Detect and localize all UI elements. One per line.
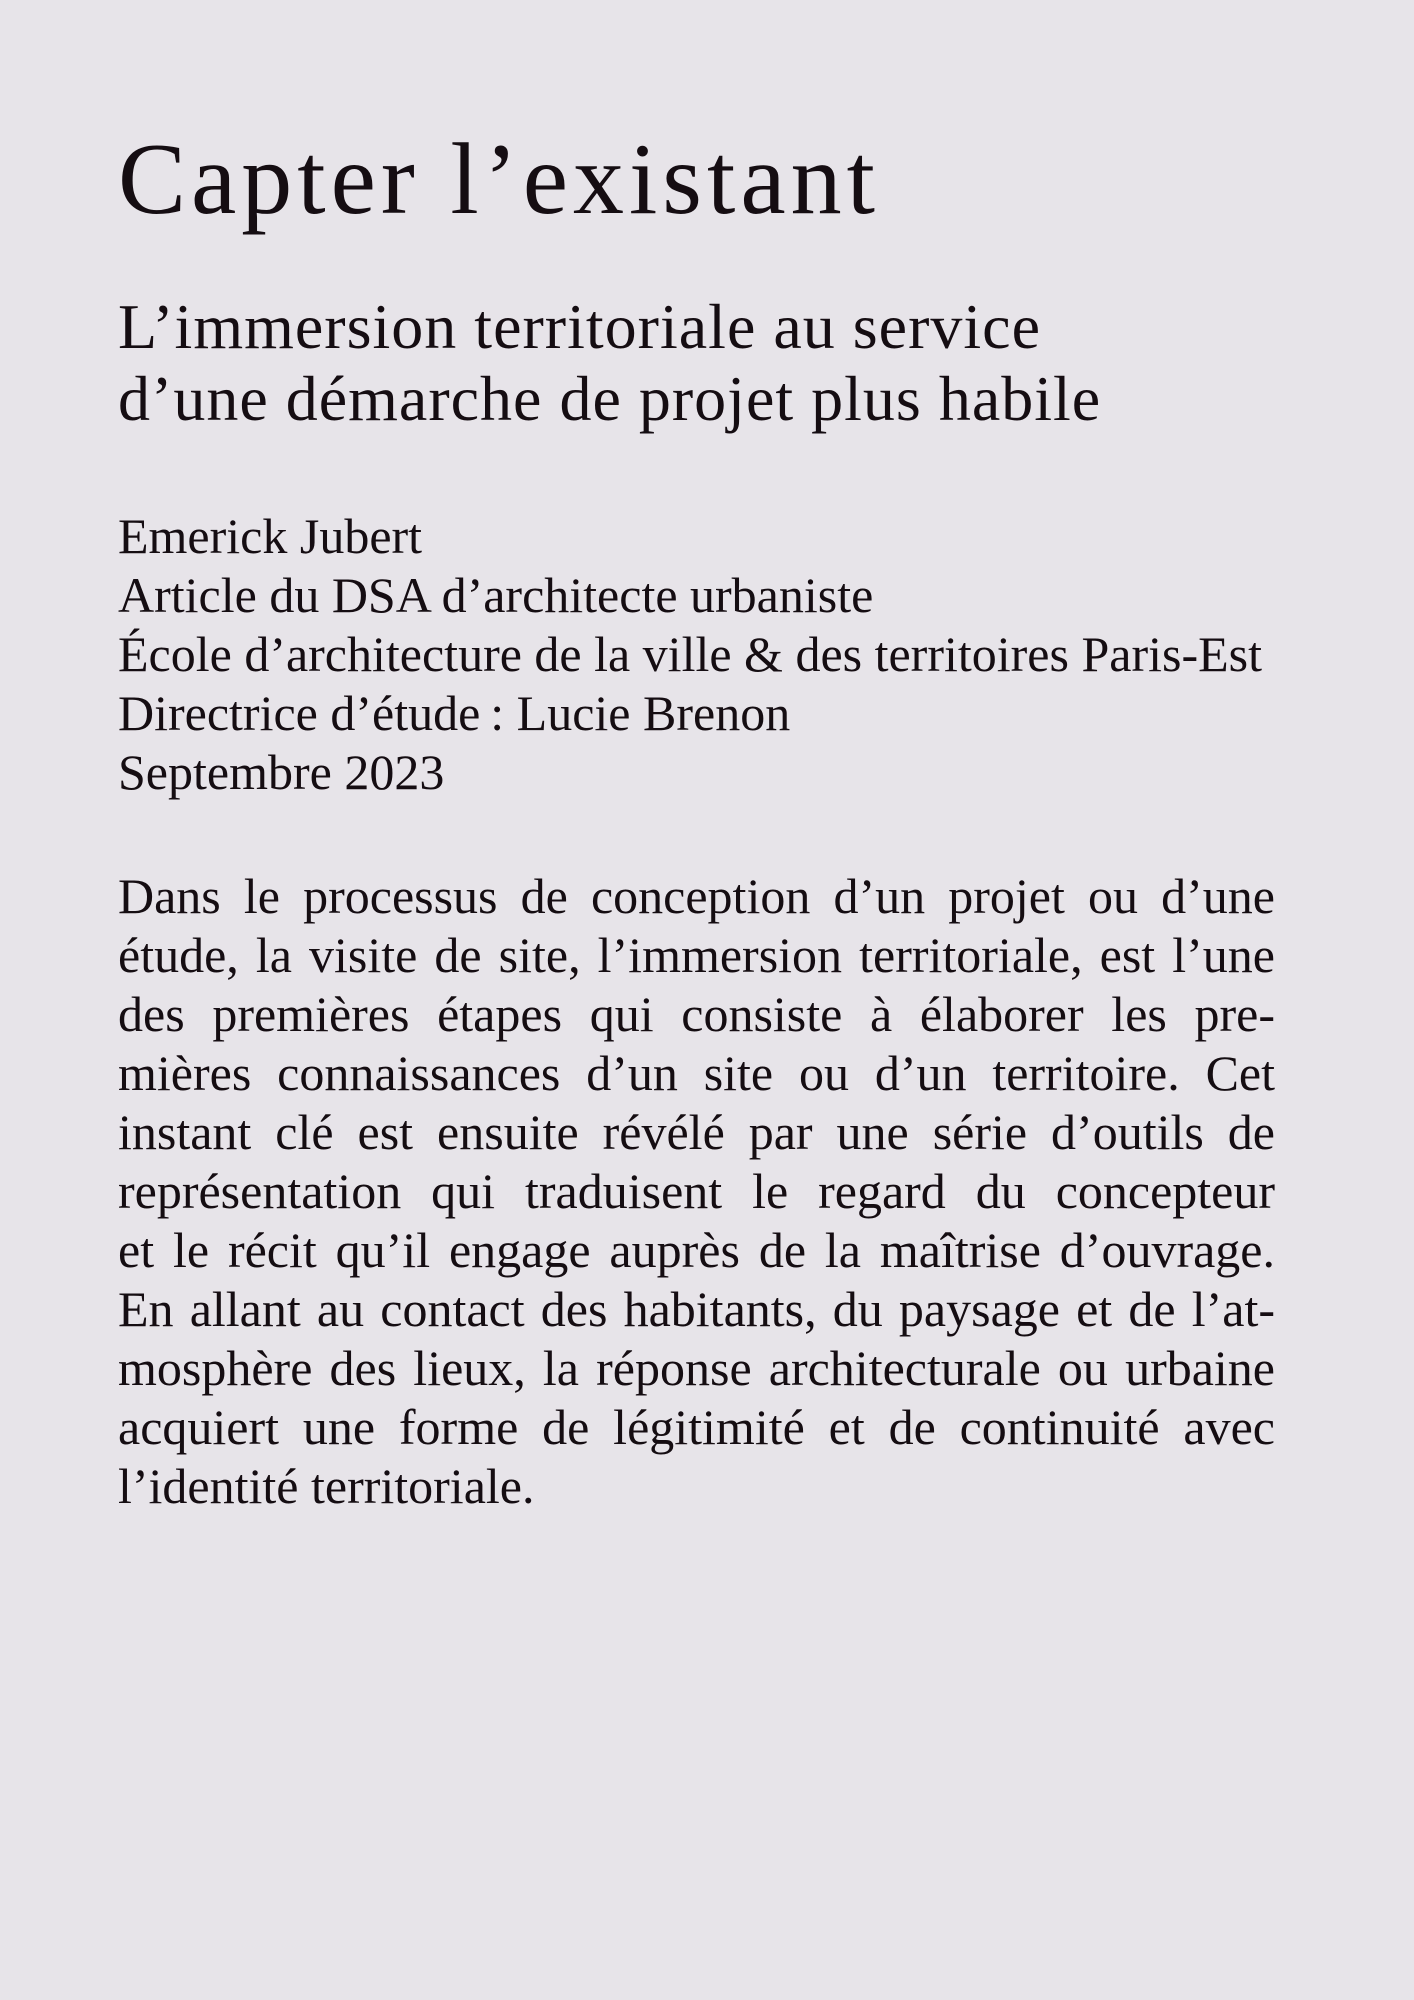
article-title: Capter l’existant xyxy=(118,123,880,236)
abstract-line: instant clé est ensuite révélé par une série d’outils de xyxy=(118,1104,1275,1160)
meta-line-school: École d’architecture de la ville & des territoires Paris-Est xyxy=(118,626,1262,682)
meta-line-type: Article du DSA d’architecte urbaniste xyxy=(118,567,874,623)
abstract-line: Dans le processus de conception d’un projet ou d’une xyxy=(118,868,1275,924)
abstract-line: et le récit qu’il engage auprès de la maîtrise d’ouvrage. xyxy=(118,1222,1275,1278)
abstract-line: En allant au contact des habitants, du paysage et de l’at- xyxy=(118,1281,1275,1337)
abstract-line: représentation qui traduisent le regard du concepteur xyxy=(118,1163,1275,1219)
meta-line-director: Directrice d’étude : Lucie Brenon xyxy=(118,685,791,741)
article-meta xyxy=(118,507,1414,802)
abstract-line: mières connaissances d’un site ou d’un territoire. Cet xyxy=(118,1045,1275,1101)
article-abstract xyxy=(118,867,1275,1516)
abstract-line: étude, la visite de site, l’immersion territoriale, est l’une xyxy=(118,927,1275,983)
subtitle-line-2: d’une démarche de projet plus habile xyxy=(118,363,1102,434)
subtitle-line-1: L’immersion territoriale au service xyxy=(118,291,1041,362)
abstract-line: mosphère des lieux, la réponse architecturale ou urbaine xyxy=(118,1340,1275,1396)
abstract-line: acquiert une forme de légitimité et de continuité avec xyxy=(118,1399,1275,1455)
meta-line-author: Emerick Jubert xyxy=(118,508,423,564)
meta-line-date: Septembre 2023 xyxy=(118,744,445,800)
abstract-line: l’identité territoriale. xyxy=(118,1458,535,1514)
abstract-line: des premières étapes qui consiste à élaborer les pre- xyxy=(118,986,1275,1042)
article-subtitle xyxy=(118,291,1414,435)
